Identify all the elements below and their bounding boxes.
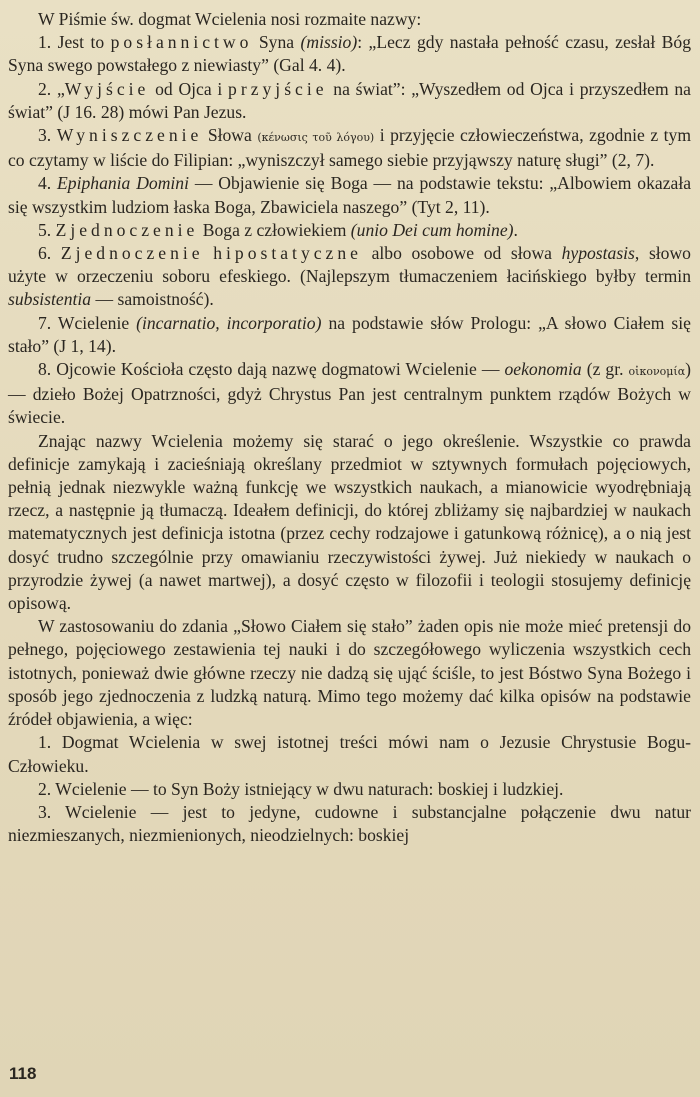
description-item-3: 3. Wcielenie — jest to jedyne, cudowne i substancjalne połączenie dwu natur niezmieszanych, niezmienionych, nieodzielnych: boskiej — [8, 801, 691, 846]
intro-line: W Piśmie św. dogmat Wcielenia nosi rozmaite nazwy: — [38, 9, 422, 29]
paragraph-application: W zastosowaniu do zdania „Słowo Ciałem się stało” żaden opis nie może mieć pretensji do pełnego, pojęciowego zestawienia tej nauki i do szczegółowego wyliczenia wszystkich cech istotnych, ponieważ dwie główne rzeczy nie dadzą się ująć ściśle, to jest Bóstwo Syna Bożego i sposób jego zjednoczenia z ludzką naturą. Mimo tego możemy dać kilka opisów na podstawie źródeł objawienia, a więc: — [8, 616, 691, 730]
page-body — [8, 8, 691, 847]
name-item-7: 7. Wcielenie (incarnatio, incorporatio) na podstawie słów Prologu: „A słowo Ciałem się stało” (J 1, 14). — [8, 312, 691, 356]
name-item-5: 5. Zjednoczenie Boga z człowiekiem (unio Dei cum homine). — [38, 219, 518, 240]
name-item-1: 1. Jest to posłannictwo Syna (missio): „Lecz gdy nastała pełność czasu, zesłał Bóg Syna swego powstałego z niewiasty” (Gal 4. 4). — [8, 32, 691, 76]
name-item-2: 2. „Wyjście od Ojca i przyjście na świat”: „Wyszedłem od Ojca i przyszedłem na świat” (J 16. 28) mówi Pan Jezus. — [8, 78, 691, 122]
description-item-1: 1. Dogmat Wcielenia w swej istotnej treści mówi nam o Jezusie Chrystusie Bogu-Człowieku. — [8, 732, 691, 776]
name-item-8: 8. Ojcowie Kościoła często dają nazwę dogmatowi Wcielenie — oekonomia (z gr. οἰκονομία) — dzieło Bożej Opatrzności, gdyż Chrystus Pan jest centralnym punktem rządów Bożych w świecie. — [8, 359, 692, 428]
name-item-4: 4. Epiphania Domini — Objawienie się Boga — na podstawie tekstu: „Albowiem okazała się wszystkim ludziom łaska Boga, Zbawiciela naszego” (Tyt 2, 11). — [8, 173, 692, 217]
page-number: 118 — [9, 1064, 37, 1083]
name-item-6: 6. Zjednoczenie hipostatyczne albo osobowe od słowa hypostasis, słowo użyte w orzeczeniu soboru efeskiego. (Najlepszym tłumaczeniem łacińskiego byłby termin subsistentia — samoistność). — [8, 243, 691, 310]
paragraph-definitions: Znając nazwy Wcielenia możemy się starać o jego określenie. Wszystkie co prawda definicje zamykają i zacieśniają określany przedmiot w sztywnych formułach pojęciowych, pełnią jednak niezwykle ważną funkcję we wszystkich naukach, a mianowicie wyodrębniają rzecz, a następnie ją tłumaczą. Ideałem definicji, do której zbliżamy się najbardziej w naukach matematycznych jest definicja istotna (przez cechy rodzajowe i gatunkową różnicę), a o nią jest dosyć trudno szczególnie przy omawianiu rzeczywistości żywej. Już niekiedy w naukach o przyrodzie żywej (a nawet martwej), a dosyć często w filozofii i teologii stosujemy definicję opisową. — [8, 430, 691, 614]
description-item-2: 2. Wcielenie — to Syn Boży istniejący w dwu naturach: boskiej i ludzkiej. — [38, 778, 564, 799]
name-item-3: 3. Wyniszczenie Słowa (κένωσις τοῦ λόγου) i przyjęcie człowieczeństwa, zgodnie z tym co czytamy w liście do Filipian: „wyniszczył samego siebie przyjąwszy naturę sługi” (2, 7). — [8, 125, 692, 171]
